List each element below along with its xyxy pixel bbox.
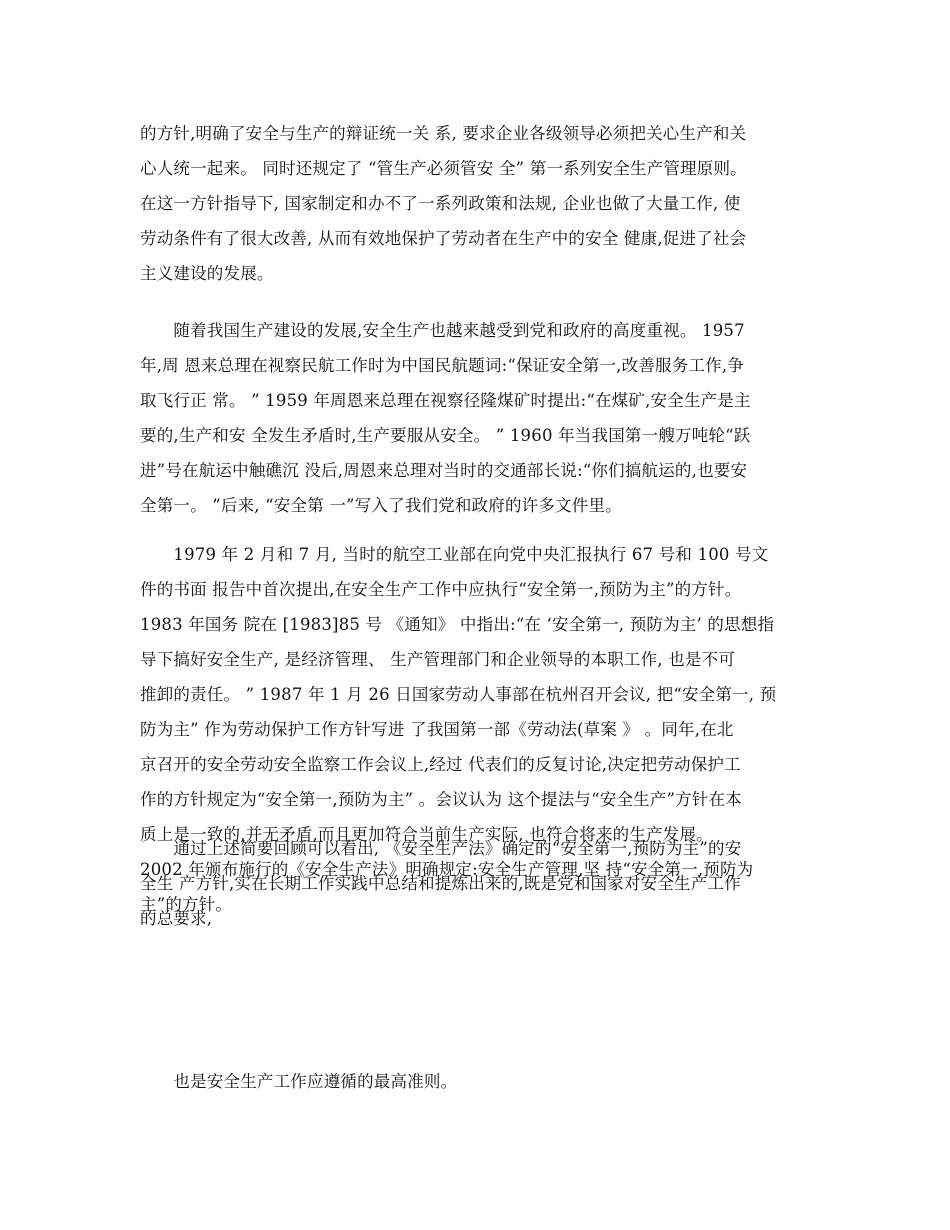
paragraph-2: [140, 313, 810, 523]
text-line: 劳动条件有了很大改善, 从而有效地保护了劳动者在生产中的安全 健康,促进了社会: [140, 229, 747, 248]
text-line: 导下搞好安全生产, 是经济管理、 生产管理部门和企业领导的本职工作, 也是不可: [140, 650, 736, 669]
text-line: 件的书面 报告中首次提出,在安全生产工作中应执行“安全第一,预防为主”的方针。: [140, 580, 742, 599]
text-line: 在这一方针指导下, 国家制定和办不了一系列政策和法规, 企业也做了大量工作, 使: [140, 194, 741, 213]
text-line: 1979 年 2 月和 7 月, 当时的航空工业部在向党中央汇报执行 67 号和 100 号文: [140, 545, 769, 564]
text-line: 取飞行正 常。 ” 1959 年周恩来总理在视察径隆煤矿时提出:“在煤矿,安全生产是主: [140, 391, 751, 410]
text-line: 防为主” 作为劳动保护工作方针写进 了我国第一部《劳动法(草案 》 。同年,在北: [140, 720, 734, 739]
text-line: 推卸的责任。 ” 1987 年 1 月 26 日国家劳动人事部在杭州召开会议, 把“安全第一, 预: [140, 685, 777, 704]
text-line: 通过上述简要回顾可以看出, 《安全生产法》确定的“安全第一,预防为主”的安: [140, 839, 742, 858]
text-line: 要的,生产和安 全发生矛盾时,生产要服从安全。 ” 1960 年当我国第一艘万吨轮“跃: [140, 426, 751, 445]
text-line: 1983 年国务 院在 [1983]85 号 《通知》 中指出:“在 ‘安全第一, 预防为主’ 的思想指: [140, 615, 775, 634]
text-line: 主”的方针。: [140, 895, 233, 914]
text-line: 京召开的安全劳动安全监察工作会议上,经过 代表们的反复讨论,决定把劳动保护工: [140, 755, 741, 774]
paragraph-4: [140, 831, 810, 936]
text-line: 质上是一致的,并无矛盾,而且更加符合当前生产实际, 也符合将来的生产发展。: [140, 825, 713, 844]
text-line: 的方针,明确了安全与生产的辩证统一关 系, 要求企业各级领导必须把关心生产和关: [140, 124, 747, 143]
text-line: 全第一。 ”后来, “安全第 一”写入了我们党和政府的许多文件里。: [140, 496, 622, 515]
text-line: 心人统一起来。 同时还规定了 “管生产必须管安 全” 第一系列安全生产管理原则。: [140, 159, 747, 178]
text-line: 也是安全生产工作应遵循的最高准则。: [140, 1072, 458, 1091]
text-line: 的总要求,: [140, 909, 213, 928]
text-line: 2002 年颁布施行的《安全生产法》明确规定:安全生产管理,坚 持“安全第一,预防为: [140, 860, 754, 879]
text-line: 全生 产方针,实在长期工作实践中总结和提炼出来的,既是党和国家对安全生产工作: [140, 874, 741, 893]
paragraph-5: [140, 1064, 810, 1099]
text-line: 年,周 恩来总理在视察民航工作时为中国民航题词:“保证安全第一,改善服务工作,争: [140, 356, 744, 375]
text-line: 主义建设的发展。: [140, 264, 274, 283]
paragraph-1: [140, 116, 810, 291]
text-line: 作的方针规定为“安全第一,预防为主” 。会议认为 这个提法与“安全生产”方针在本: [140, 790, 742, 809]
text-line: 随着我国生产建设的发展,安全生产也越来越受到党和政府的高度重视。 1957: [140, 321, 745, 340]
text-line: 进”号在航运中触礁沉 没后,周恩来总理对当时的交通部长说:“你们搞航运的,也要安: [140, 461, 748, 480]
